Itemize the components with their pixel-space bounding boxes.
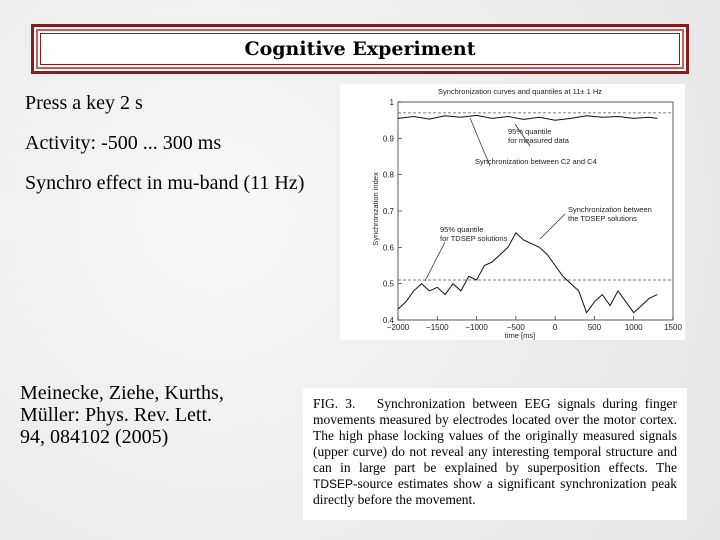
annotation-q95-tdsep: for TDSEP solutions (440, 234, 508, 243)
synchronization-chart (340, 84, 685, 340)
bullet-item: Synchro effect in mu-band (11 Hz) (25, 172, 305, 194)
y-tick-label: 1 (389, 98, 394, 107)
caption-text-2: -source estimates show a significant synchronization peak directly before the movement. (313, 476, 677, 507)
reference-line: Meinecke, Ziehe, Kurths, (20, 382, 224, 404)
x-tick-label: −1500 (426, 323, 449, 332)
caption-label: FIG. 3. (313, 396, 356, 411)
annotation-sync-tdsep: the TDSEP solutions (568, 214, 637, 223)
annotation-arrow (425, 242, 445, 281)
figure-caption-box (303, 388, 687, 520)
y-tick-label: 0.5 (382, 279, 394, 289)
y-axis-label: Synchronization index (371, 172, 380, 246)
bullet-list (25, 92, 325, 212)
series-line-0 (398, 115, 657, 120)
y-tick-label: 0.9 (382, 134, 394, 144)
y-tick-label: 0.6 (382, 243, 394, 253)
annotation-arrow (540, 214, 565, 239)
slide-title: Cognitive Experiment (244, 38, 476, 60)
annotation-sync-c2-c4: Synchronization between C2 and C4 (475, 157, 597, 166)
bullet-item: Press a key 2 s (25, 92, 143, 114)
x-tick-label: −500 (506, 323, 525, 332)
bullet-item: Activity: -500 ... 300 ms (25, 132, 222, 154)
x-tick-label: 500 (587, 323, 602, 332)
x-tick-label: −1000 (465, 323, 488, 332)
annotation-q95-measured: 95% quantile (508, 127, 552, 136)
x-tick-label: 0 (552, 323, 558, 332)
annotation-sync-tdsep: Synchronization between (568, 205, 652, 214)
title-inner-frame (40, 33, 680, 65)
annotation-q95-tdsep: 95% quantile (440, 225, 484, 234)
reference-line: Müller: Phys. Rev. Lett. (20, 404, 213, 426)
title-frame (31, 24, 689, 74)
reference (20, 382, 300, 448)
reference-line: 94, 084102 (2005) (20, 426, 169, 448)
x-tick-label: 1500 (664, 323, 682, 332)
y-tick-label: 0.7 (382, 207, 394, 216)
y-tick-label: 0.4 (382, 316, 394, 325)
series-line-1 (398, 233, 657, 313)
x-tick-label: −2000 (386, 323, 410, 332)
caption-text: Synchronization between EEG signals during finger movements measured by electrodes located over the motor cortex. The high phase locking values of the originally measured signals (upper curve) do not reveal any interesting temporal structure and can in large part be explained by superposition effects. The (313, 396, 677, 475)
annotation-q95-measured: for measured data (508, 136, 569, 145)
figure-caption (313, 396, 677, 508)
x-tick-label: 1000 (624, 323, 643, 332)
chart-title: Synchronization curves and quantiles at 11± 1 Hz (437, 87, 603, 96)
synchronization-figure (340, 84, 685, 340)
y-tick-label: 0.8 (382, 170, 394, 180)
x-axis-label: time [ms] (504, 331, 536, 340)
caption-emph: TDSEP (313, 477, 354, 491)
